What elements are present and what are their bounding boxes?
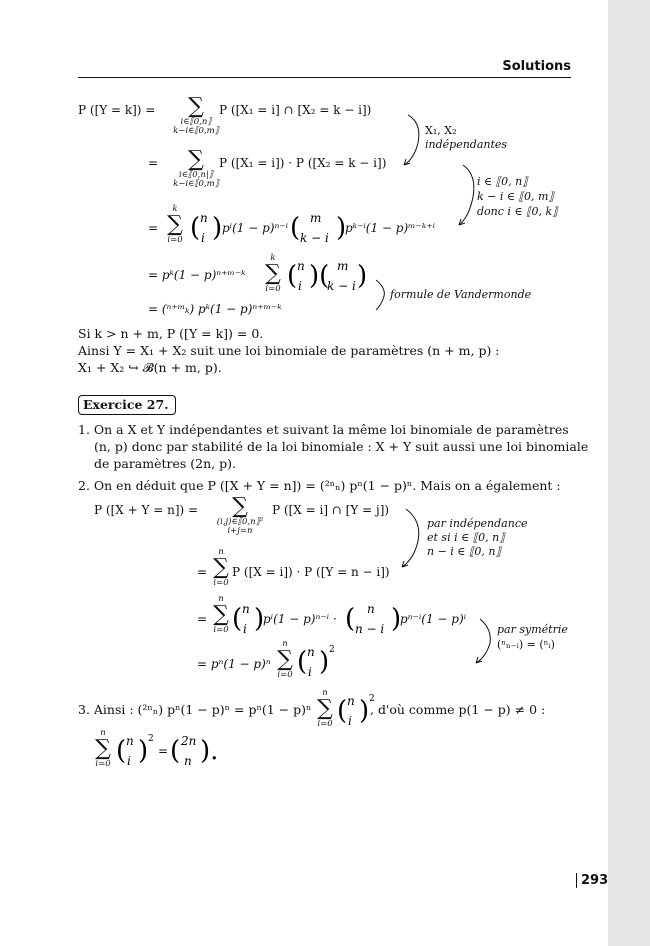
sum-upper: n xyxy=(100,728,106,738)
item1-line3: de paramètres (2n, p). xyxy=(94,456,236,471)
svg-text:): ) xyxy=(319,647,330,677)
sum-subscript: k−i∈⟦0,m⟧ xyxy=(173,179,219,189)
svg-text:n: n xyxy=(126,734,134,748)
item3-sum xyxy=(312,689,338,729)
sigma-symbol: ∑ xyxy=(213,602,229,627)
item2-sum3 xyxy=(208,595,234,635)
svg-text:n: n xyxy=(184,754,192,768)
sum-subscript: k−i∈⟦0,m⟧ xyxy=(173,126,219,136)
svg-text:i: i xyxy=(308,665,312,679)
sigma-symbol: ∑ xyxy=(167,212,183,237)
svg-text:(: ( xyxy=(287,261,298,291)
page-margin-band xyxy=(608,0,650,946)
deriv1-line4-lhs: = pᵏ(1 − p)ⁿ⁺ᵐ⁻ᵏ xyxy=(148,268,246,282)
sum-subscript: i∈⟦0,n|⟧ xyxy=(179,170,213,180)
page-number: 293 xyxy=(576,873,608,888)
svg-text:n: n xyxy=(200,211,208,225)
note-independent-vars: X₁, X₂ xyxy=(425,124,457,137)
svg-text:(: ( xyxy=(297,647,308,677)
svg-text:2: 2 xyxy=(369,694,375,704)
note-symmetry-identity: (ⁿₙ₋ᵢ) = (ⁿᵢ) xyxy=(497,638,555,651)
sum-lower: i=0 xyxy=(265,284,281,294)
annotation-arrow xyxy=(398,507,428,571)
item2-rhs2: P ([X = i]) · P ([Y = n − i]) xyxy=(232,565,390,579)
item1-line2: (n, p) donc par stabilité de la loi binomiale : X + Y suit aussi une loi binomiale xyxy=(94,439,589,454)
svg-text:n: n xyxy=(367,602,375,616)
sum-upper: n xyxy=(282,639,288,649)
sum-subscript: i∈⟦0,n⟧ xyxy=(180,117,212,127)
svg-text:i: i xyxy=(348,714,352,728)
item3-final-sum xyxy=(90,729,116,769)
binomial-2n-n xyxy=(170,729,218,773)
equals-sign: = xyxy=(197,612,208,626)
sum-lower: i=0 xyxy=(213,578,229,588)
binomial-squared xyxy=(297,640,341,684)
sigma-symbol: ∑ xyxy=(232,494,248,519)
svg-text:n − i: n − i xyxy=(355,622,385,636)
sigma-symbol: ∑ xyxy=(188,147,204,172)
svg-text:n: n xyxy=(242,602,250,616)
header-rule xyxy=(78,77,571,78)
sum-lower: i=0 xyxy=(95,759,111,769)
binomial-n-i xyxy=(232,597,264,641)
svg-text:(: ( xyxy=(290,213,301,243)
sum-upper: n xyxy=(218,594,224,604)
item1-line1: 1. On a X et Y indépendantes et suivant la même loi binomiale de paramètres xyxy=(78,422,569,437)
svg-text:k − i: k − i xyxy=(327,279,356,293)
annotation-arrow xyxy=(400,113,426,169)
sum-upper: n xyxy=(322,688,328,698)
svg-text:n: n xyxy=(297,259,305,273)
svg-text:i: i xyxy=(243,622,247,636)
svg-text:)(: )( xyxy=(309,261,330,291)
running-header: Solutions xyxy=(502,59,571,74)
svg-text:2n: 2n xyxy=(181,734,197,748)
svg-text:(: ( xyxy=(170,736,181,766)
svg-text:): ) xyxy=(391,604,401,634)
svg-text:n: n xyxy=(307,645,315,659)
item2-rhs3a: pⁱ(1 − p)ⁿ⁻ⁱ · xyxy=(263,612,337,626)
note-range-i: i ∈ ⟦0, n⟧ xyxy=(477,175,528,188)
sigma-symbol: ∑ xyxy=(277,647,293,672)
binomial-m-k-i xyxy=(290,206,346,250)
sigma-symbol: ∑ xyxy=(213,555,229,580)
svg-text:): ) xyxy=(212,213,222,243)
svg-text:k − i: k − i xyxy=(300,231,329,245)
deriv1-sum3 xyxy=(160,205,190,245)
sigma-symbol: ∑ xyxy=(188,94,204,119)
binomial-n-i xyxy=(190,206,222,250)
sum-lower: i=0 xyxy=(277,670,293,680)
svg-text:): ) xyxy=(357,261,367,291)
svg-text:2: 2 xyxy=(148,734,154,744)
note-vandermonde: formule de Vandermonde xyxy=(390,288,532,301)
svg-text:(: ( xyxy=(190,213,201,243)
sum-upper: k xyxy=(172,204,178,214)
note-range-k: donc i ∈ ⟦0, k⟧ xyxy=(477,205,558,218)
svg-text:2: 2 xyxy=(329,645,335,655)
text-distribution: X₁ + X₂ ↪ 𝓑(n + m, p). xyxy=(78,360,222,375)
deriv1-sum1 xyxy=(166,96,226,136)
equals-sign: = xyxy=(148,221,159,235)
note-independent-label: indépendantes xyxy=(425,138,508,151)
svg-text:i: i xyxy=(298,279,302,293)
item2-line4: = pⁿ(1 − p)ⁿ xyxy=(197,657,271,671)
deriv1-sum4 xyxy=(258,254,288,294)
text-case-k-greater: Si k > n + m, P ([Y = k]) = 0. xyxy=(78,326,264,341)
sum-lower: i=0 xyxy=(213,625,229,635)
annotation-brace xyxy=(372,278,390,312)
annotation-arrow xyxy=(472,617,498,667)
sigma-symbol: ∑ xyxy=(317,696,333,721)
svg-text:): ) xyxy=(336,213,346,243)
sum-upper: n xyxy=(218,547,224,557)
binomial-n-n-i xyxy=(345,597,401,641)
sum-subscript: i+j=n xyxy=(227,526,253,536)
svg-text:i: i xyxy=(201,231,205,245)
svg-text:(: ( xyxy=(337,696,348,726)
note-independence: par indépendance xyxy=(427,517,528,530)
item2-rhs3b: pⁿ⁻ⁱ(1 − p)ⁱ xyxy=(400,612,467,626)
deriv1-line3-term1: pⁱ(1 − p)ⁿ⁻ⁱ xyxy=(222,221,289,235)
deriv1-line1-lhs: P ([Y = k]) = xyxy=(78,103,156,117)
note-range-k-i: k − i ∈ ⟦0, m⟧ xyxy=(477,190,554,203)
exercise-heading: Exercice 27. xyxy=(78,395,176,415)
svg-text:(: ( xyxy=(232,604,243,634)
text-conclusion: Ainsi Y = X₁ + X₂ suit une loi binomiale de paramètres (n + m, p) : xyxy=(78,343,500,358)
deriv1-sum2 xyxy=(166,149,226,189)
svg-text:(: ( xyxy=(116,736,127,766)
item2-sum1 xyxy=(205,496,275,536)
svg-text:m: m xyxy=(337,259,349,273)
deriv1-line2-rhs: P ([X₁ = i]) · P ([X₂ = k − i]) xyxy=(219,156,387,170)
item3-tail: , d'où comme p(1 − p) ≠ 0 : xyxy=(370,702,546,717)
binomials-product xyxy=(287,254,367,298)
note-symmetry: par symétrie xyxy=(497,623,568,636)
sigma-symbol: ∑ xyxy=(265,261,281,286)
note-range-i: et si i ∈ ⟦0, n⟧ xyxy=(427,531,505,544)
svg-text:(: ( xyxy=(345,604,356,634)
item2-lhs: P ([X + Y = n]) = xyxy=(94,503,199,517)
binomial-squared xyxy=(116,729,160,773)
note-range-n-i: n − i ∈ ⟦0, n⟧ xyxy=(427,545,501,558)
svg-text:n: n xyxy=(347,694,355,708)
equals-sign: = xyxy=(197,565,208,579)
svg-text:).: ). xyxy=(200,736,218,766)
item2-rhs1: P ([X = i] ∩ [Y = j]) xyxy=(272,503,390,517)
sum-lower: i=0 xyxy=(167,235,183,245)
equals-sign: = xyxy=(148,156,159,170)
svg-text:): ) xyxy=(254,604,264,634)
sigma-symbol: ∑ xyxy=(95,736,111,761)
deriv1-line1-rhs: P ([X₁ = i] ∩ [X₂ = k − i]) xyxy=(219,103,372,117)
item3-lead: 3. Ainsi : (²ⁿₙ) pⁿ(1 − p)ⁿ = pⁿ(1 − p)ⁿ xyxy=(78,702,312,717)
deriv1-line3-term2: pᵏ⁻ⁱ(1 − p)ᵐ⁻ᵏ⁺ⁱ xyxy=(345,221,435,235)
item2-sum4 xyxy=(272,640,298,680)
item2-line1: 2. On en déduit que P ([X + Y = n]) = (²ⁿₙ) pⁿ(1 − p)ⁿ. Mais on a également : xyxy=(78,478,561,493)
sum-subscript: (i,j)∈⟦0,n⟧² xyxy=(216,517,264,527)
svg-text:m: m xyxy=(310,211,322,225)
svg-text:i: i xyxy=(127,754,131,768)
svg-text:): ) xyxy=(359,696,370,726)
sum-lower: i=0 xyxy=(317,719,333,729)
sum-upper: k xyxy=(270,253,276,263)
deriv1-line5: = (ⁿ⁺ᵐₖ) pᵏ(1 − p)ⁿ⁺ᵐ⁻ᵏ xyxy=(148,302,282,316)
equals-sign: = xyxy=(158,744,169,758)
svg-text:): ) xyxy=(138,736,149,766)
item2-sum2 xyxy=(208,548,234,588)
